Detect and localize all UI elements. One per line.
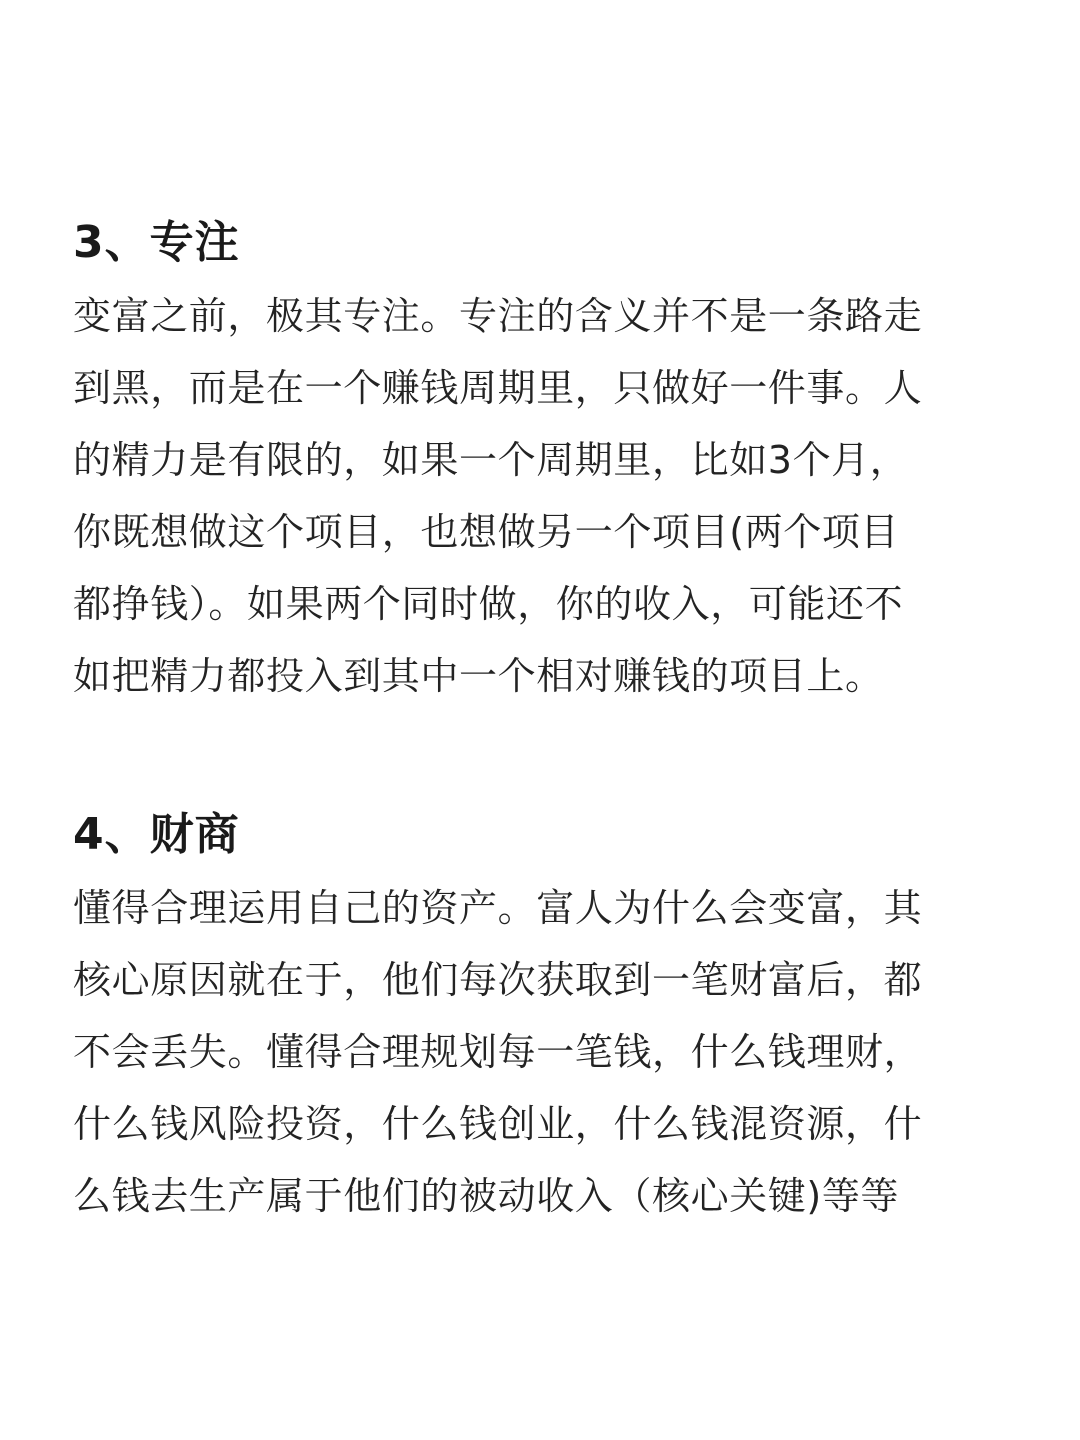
paragraph-line: 到黑，而是在一个赚钱周期里，只做好一件事。人 (73, 366, 923, 410)
section-body (73, 280, 1013, 712)
paragraph-line: 如把精力都投入到其中一个相对赚钱的项目上。 (73, 654, 884, 698)
paragraph-line: 你既想做这个项目，也想做另一个项目(两个项目 (73, 510, 900, 554)
paragraph-line: 都挣钱）。如果两个同时做，你的收入，可能还不 (73, 582, 904, 626)
paragraph-line: 不会丢失。懂得合理规划每一笔钱，什么钱理财， (73, 1030, 923, 1074)
section-heading: 4、财商 (73, 809, 240, 860)
paragraph-line: 么钱去生产属于他们的被动收入（核心关键)等等 (73, 1174, 900, 1218)
paragraph-line: 懂得合理运用自己的资产。富人为什么会变富，其 (73, 886, 923, 930)
section-body (73, 872, 1013, 1232)
paragraph-line: 的精力是有限的，如果一个周期里，比如3个月， (73, 438, 909, 482)
section-financial-iq (73, 804, 1013, 1232)
paragraph-line: 核心原因就在于，他们每次获取到一笔财富后，都 (73, 958, 923, 1002)
paragraph-line: 变富之前，极其专注。专注的含义并不是一条路走 (73, 294, 923, 338)
section-heading: 3、专注 (73, 217, 240, 268)
paragraph-line: 什么钱风险投资，什么钱创业，什么钱混资源，什 (73, 1102, 923, 1146)
section-focus (73, 212, 1013, 712)
